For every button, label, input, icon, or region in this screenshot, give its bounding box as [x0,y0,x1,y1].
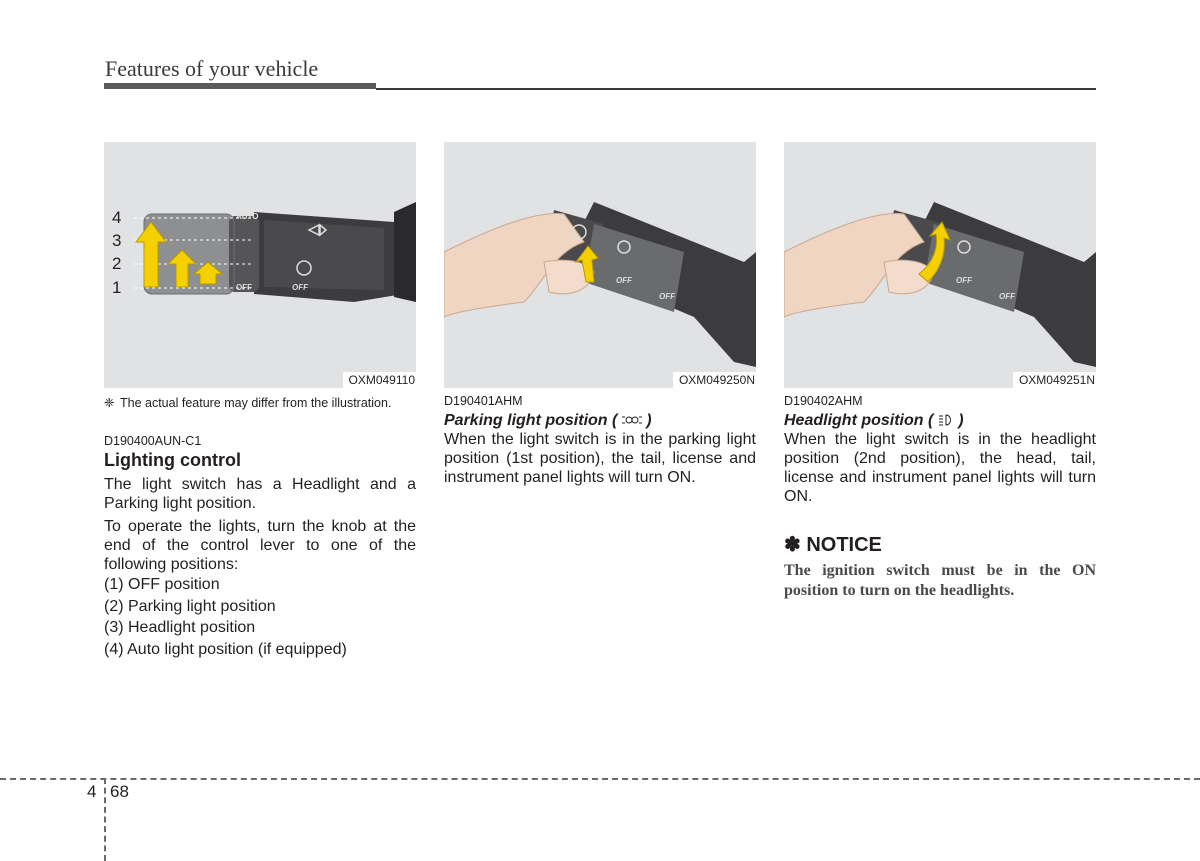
section-code: D190401AHM [444,394,523,408]
figure-light-switch-positions [104,142,416,388]
parking-light-illustration [444,142,756,388]
subheading-end: ) [958,412,964,429]
footer-divider [104,778,106,861]
note-mark: ❈ [104,396,115,410]
figure-number: 3 [112,231,122,250]
paragraph: The light switch has a Headlight and a Parking light position. [104,476,416,512]
illustration-note [104,394,416,412]
off-label: OFF [616,276,632,285]
figure-number: 4 [112,208,122,227]
auto-label: AUTO [236,212,259,221]
headlight-illustration [784,142,1096,388]
notice-body: The ignition switch must be in the ON position to turn on the headlights. [784,562,1096,599]
column-headlight [784,142,1096,601]
figure-number: 1 [112,278,122,297]
section-code: D190400AUN-C1 [104,434,202,448]
off-lever-label: OFF [292,283,308,292]
page-header-title: Features of your vehicle [105,56,319,81]
figure-code: OXM049251N [1013,372,1096,388]
figure-code: OXM049110 [343,372,417,388]
figure-number: 2 [112,254,122,273]
footer-rule [0,778,1200,780]
paragraph: When the light switch is in the headlight position (2nd position), the head, tail, license and instrument panel lights will turn ON. [784,431,1096,505]
subheading-end: ) [646,412,652,429]
section-number: 4 [87,782,97,801]
subheading-text: Headlight position ( [784,412,934,429]
header-bar [104,83,376,89]
headlight-icon [938,414,954,426]
section-code: D190402AHM [784,394,863,408]
header-rule [376,88,1096,90]
list-item: (4) Auto light position (if equipped) [104,640,347,658]
page-number: 68 [110,782,129,801]
off-lever-label: OFF [659,292,675,301]
subheading [784,412,1096,430]
paragraph: To operate the lights, turn the knob at the end of the control lever to one of the following positions: [104,518,416,573]
note-text: The actual feature may differ from the illustration. [120,396,392,410]
column-parking-light [444,142,756,487]
list-item: (2) Parking light position [104,597,276,615]
off-lever-label: OFF [999,292,1015,301]
figure-parking-light [444,142,756,388]
list-item: (3) Headlight position [104,619,256,636]
off-label: OFF [956,276,972,285]
figure-headlight [784,142,1096,388]
notice-title: ✽ NOTICE [784,534,882,556]
parking-light-icon [622,414,642,426]
column-lighting-control [104,142,416,660]
subheading [444,412,756,430]
subheading-text: Parking light position ( [444,412,618,429]
paragraph: When the light switch is in the parking light position (1st position), the tail, license and instrument panel lights will turn ON. [444,431,756,486]
list-item: (1) OFF position [104,576,220,593]
figure-code: OXM049250N [673,372,756,388]
light-switch-illustration [104,142,416,388]
section-heading: Lighting control [104,450,241,470]
off-label: OFF [236,283,252,292]
